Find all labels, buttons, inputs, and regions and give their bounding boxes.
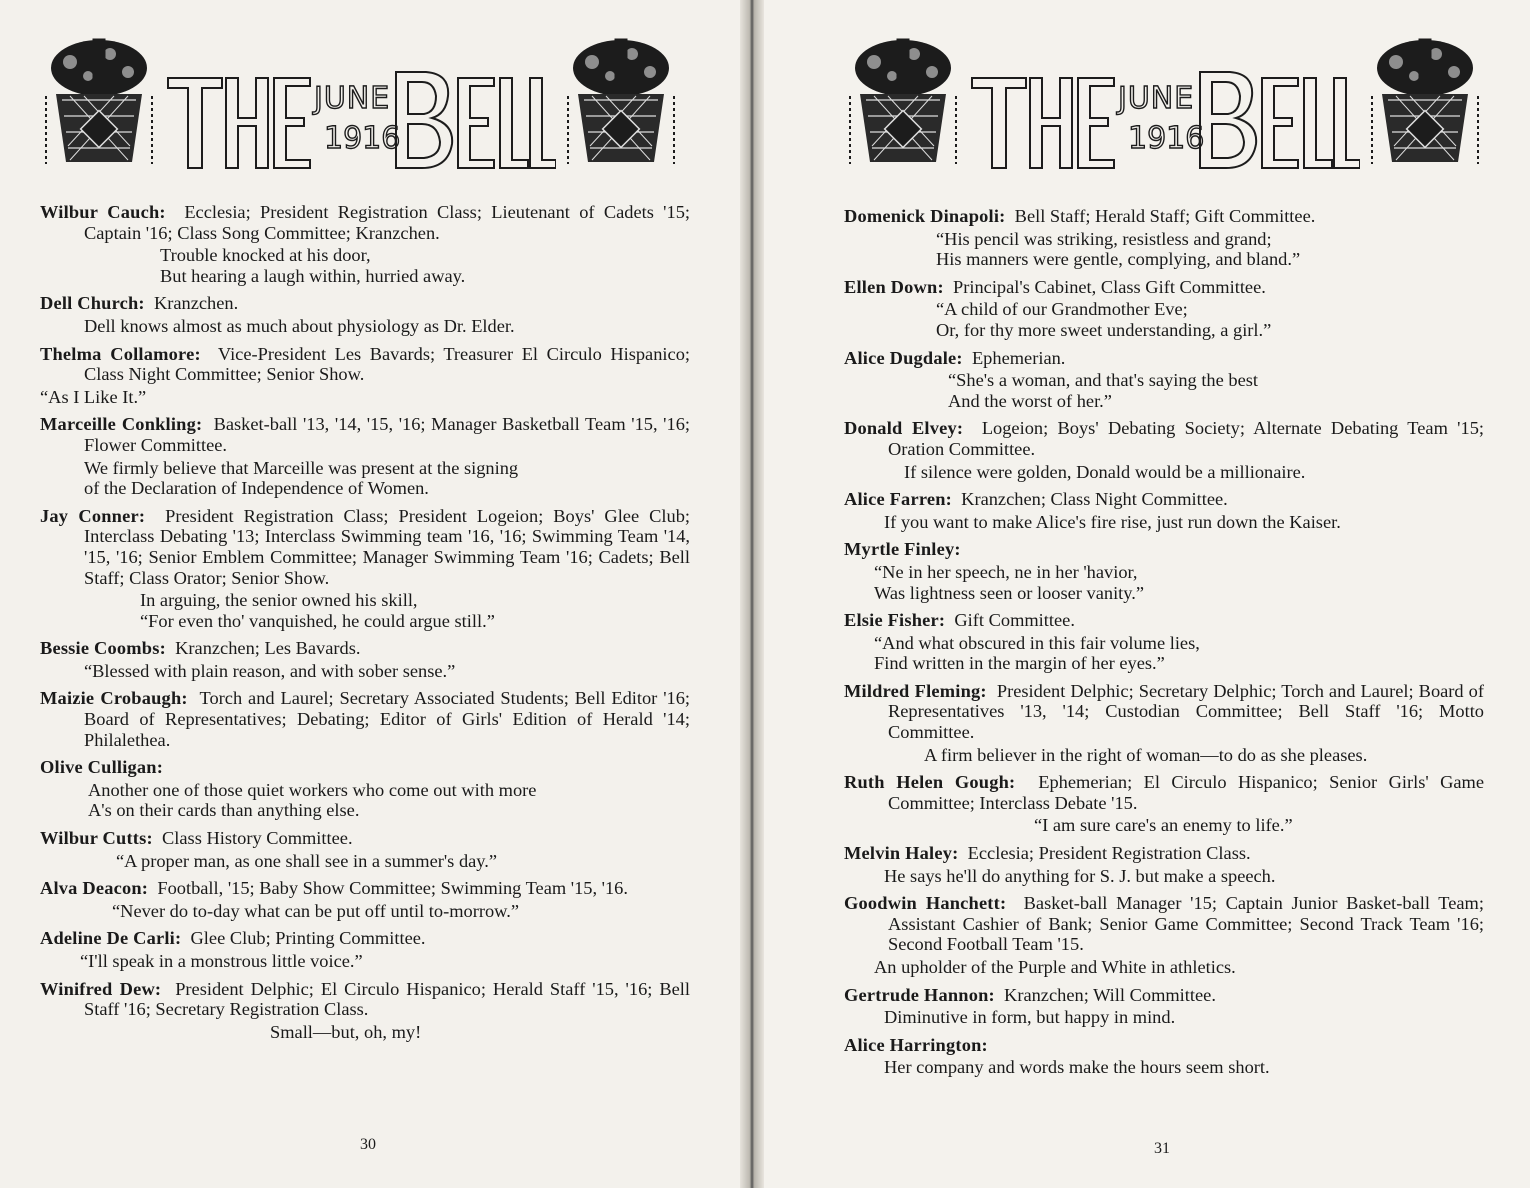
entry-heading <box>844 843 1484 864</box>
activities: Ecclesia; President Registration Class; Lieutenant of Cadets '15; Captain '16; Class Song Committee; Kranzchen. <box>84 202 690 243</box>
entry-heading <box>844 348 1484 369</box>
quote <box>844 745 1484 766</box>
flower-basket-icon <box>562 36 680 168</box>
masthead <box>40 36 680 176</box>
page-number: 31 <box>1154 1140 1170 1157</box>
quote <box>844 370 1484 411</box>
quote-line: “Ne in her speech, ne in her 'havior, <box>874 561 1138 582</box>
activities: Football, '15; Baby Show Committee; Swimming Team '15, '16. <box>157 878 628 899</box>
masthead-title <box>164 64 556 174</box>
entry <box>844 418 1484 482</box>
entry-heading <box>40 202 690 243</box>
entry-heading <box>40 688 690 750</box>
activities: President Registration Class; President Logeion; Boys' Glee Club; Interclass Debating '13; Interclass Swimming team '16, '16; Swimming Team '14, '15, '16; Senior Emblem Committee; Manager Swimming Team '16; Cadets; Bell Staff; Class Orator; Senior Show. <box>84 505 691 588</box>
quote-line: If silence were golden, Donald would be a millionaire. <box>904 461 1306 482</box>
student-name: Ellen Down: <box>844 276 944 297</box>
flower-basket-icon <box>1366 36 1484 168</box>
entry-heading <box>40 638 690 659</box>
student-name: Elsie Fisher: <box>844 610 946 631</box>
entry <box>40 878 690 921</box>
student-name: Jay Conner: <box>40 505 146 526</box>
entry-heading <box>844 610 1484 631</box>
entry-heading <box>844 1035 1484 1056</box>
quote-line: of the Declaration of Independence of Women. <box>84 478 429 499</box>
quote <box>40 780 690 821</box>
quote-line: “For even tho' vanquished, he could argue still.” <box>140 610 495 631</box>
entry <box>844 348 1484 412</box>
entry <box>844 1035 1484 1078</box>
student-name: Gertrude Hannon: <box>844 984 995 1005</box>
activities: Kranzchen; Will Committee. <box>1004 984 1216 1005</box>
quote-line: “She's a woman, and that's saying the best <box>948 370 1259 391</box>
student-name: Bessie Coombs: <box>40 638 166 659</box>
activities: Bell Staff; Herald Staff; Gift Committee. <box>1014 206 1316 226</box>
quote <box>844 299 1484 340</box>
entry-heading <box>40 344 690 385</box>
student-name: Wilbur Cutts: <box>40 828 153 849</box>
quote <box>844 815 1484 836</box>
entry <box>40 979 690 1043</box>
quote-line: “I am sure care's an enemy to life.” <box>1034 815 1293 836</box>
activities: Ephemerian; El Circulo Hispanico; Senior Girls' Game Committee; Interclass Debate '15. <box>888 772 1485 813</box>
student-name: Olive Culligan: <box>40 757 164 778</box>
quote-line: His manners were gentle, complying, and bland.” <box>936 249 1301 270</box>
right-page-entries <box>844 206 1484 1085</box>
entry <box>844 985 1484 1028</box>
student-name: Wilbur Cauch: <box>40 202 166 222</box>
entry-heading <box>40 506 690 588</box>
activities: Basket-ball Manager '15; Captain Junior Basket-ball Team; Assistant Cashier of Bank; Senior Game Committee; Second Track Team '16; Second Football Team '15. <box>888 893 1484 955</box>
activities: Kranzchen; Class Night Committee. <box>961 489 1228 510</box>
quote <box>844 633 1484 674</box>
quote <box>844 1057 1484 1078</box>
entry <box>844 772 1484 836</box>
entry <box>40 506 690 632</box>
masthead-month: JUNE <box>1118 81 1195 116</box>
student-name: Ruth Helen Gough: <box>844 772 1016 793</box>
student-name: Mildred Fleming: <box>844 680 987 701</box>
student-name: Melvin Haley: <box>844 843 959 864</box>
entry <box>844 681 1484 765</box>
entry-heading <box>844 489 1484 510</box>
quote-line: A firm believer in the right of woman—to do as she pleases. <box>924 744 1368 765</box>
activities: Logeion; Boys' Debating Society; Alternate Debating Team '15; Oration Committee. <box>888 418 1484 459</box>
quote <box>40 458 690 499</box>
quote-line: An upholder of the Purple and White in athletics. <box>874 957 1236 977</box>
quote <box>844 462 1484 483</box>
entry-heading <box>40 928 690 949</box>
entry-heading <box>844 418 1484 459</box>
quote <box>40 661 690 682</box>
entry-heading <box>40 828 690 849</box>
right-page <box>756 0 1530 1188</box>
entry-heading <box>40 878 690 899</box>
entry-heading <box>844 893 1484 955</box>
entry <box>40 928 690 971</box>
quote <box>40 901 690 922</box>
entry <box>40 414 690 498</box>
quote-line: In arguing, the senior owned his skill, <box>140 590 418 611</box>
quote-line: “Blessed with plain reason, and with sober sense.” <box>84 660 456 681</box>
quote-line: Small—but, oh, my! <box>270 1021 422 1042</box>
student-name: Dell Church: <box>40 293 145 314</box>
student-name: Myrtle Finley: <box>844 539 961 560</box>
masthead-month: JUNE <box>314 81 391 116</box>
entry <box>40 757 690 821</box>
quote-line: “Never do to-day what can be put off until to-morrow.” <box>112 900 520 921</box>
quote <box>844 562 1484 603</box>
quote-line: Was lightness seen or looser vanity.” <box>874 582 1145 603</box>
activities: Ecclesia; President Registration Class. <box>967 843 1251 864</box>
activities: Class History Committee. <box>162 828 353 849</box>
entry <box>40 344 690 408</box>
entry-heading <box>844 206 1484 227</box>
quote-line: Or, for thy more sweet understanding, a girl.” <box>936 319 1272 340</box>
student-name: Winifred Dew: <box>40 978 162 999</box>
quote <box>844 1007 1484 1028</box>
masthead <box>844 36 1484 176</box>
entry-heading <box>40 293 690 314</box>
quote-line: Dell knows almost as much about physiology as Dr. Elder. <box>84 315 515 336</box>
quote <box>40 590 690 631</box>
activities: Ephemerian. <box>971 347 1066 368</box>
entry-heading <box>844 772 1484 813</box>
book-gutter <box>740 0 764 1188</box>
entry-heading <box>40 979 690 1020</box>
quote-line: Her company and words make the hours seem short. <box>884 1057 1270 1078</box>
quote-line: Find written in the margin of her eyes.” <box>874 653 1165 674</box>
quote <box>40 951 690 972</box>
quote <box>40 851 690 872</box>
student-name: Maizie Crobaugh: <box>40 688 188 709</box>
quote-line: Diminutive in form, but happy in mind. <box>884 1007 1176 1028</box>
quote <box>40 1022 690 1043</box>
quote-line: “A child of our Grandmother Eve; <box>936 299 1188 320</box>
activities: President Delphic; Secretary Delphic; Torch and Laurel; Board of Representatives '13, '14; Custodian Committee; Bell Staff '16; Motto Committee. <box>888 680 1484 743</box>
student-name: Marceille Conkling: <box>40 414 203 435</box>
entry-heading <box>844 985 1484 1006</box>
masthead-title <box>968 64 1360 174</box>
flower-basket-icon <box>844 36 962 168</box>
activities: President Delphic; El Circulo Hispanico; Herald Staff '15, '16; Bell Staff '16; Secretary Registration Class. <box>84 978 690 1020</box>
entry <box>40 638 690 681</box>
quote-line: A's on their cards than anything else. <box>88 800 360 821</box>
entry <box>844 489 1484 532</box>
entry <box>844 539 1484 603</box>
quote-line: “A proper man, as one shall see in a summer's day.” <box>116 850 498 871</box>
activities: Vice-President Les Bavards; Treasurer El Circulo Hispanico; Class Night Committee; Senior Show. <box>84 343 690 385</box>
entry-heading <box>844 277 1484 298</box>
student-name: Goodwin Hanchett: <box>844 893 1007 914</box>
entry <box>844 277 1484 341</box>
student-name: Donald Elvey: <box>844 418 964 439</box>
quote <box>844 229 1484 270</box>
page-number: 30 <box>360 1136 376 1153</box>
quote-line: He says he'll do anything for S. J. but make a speech. <box>884 865 1276 886</box>
quote-line: But hearing a laugh within, hurried away. <box>160 265 466 286</box>
quote-line: Another one of those quiet workers who come out with more <box>88 779 537 800</box>
student-name: Domenick Dinapoli: <box>844 206 1006 226</box>
quote-line: “I'll speak in a monstrous little voice.” <box>80 951 363 971</box>
student-name: Alice Dugdale: <box>844 347 963 368</box>
activities: Principal's Cabinet, Class Gift Committee. <box>953 276 1266 297</box>
entry-heading <box>40 757 690 778</box>
quote-line: We firmly believe that Marceille was present at the signing <box>84 457 519 478</box>
activities: Gift Committee. <box>954 610 1075 631</box>
entry <box>40 828 690 871</box>
entry <box>40 202 690 286</box>
entry <box>844 843 1484 886</box>
entry-heading <box>40 414 690 455</box>
quote-line: If you want to make Alice's fire rise, just run down the Kaiser. <box>884 511 1341 532</box>
quote-line: “As I Like It.” <box>40 386 147 407</box>
entry <box>844 610 1484 674</box>
student-name: Alva Deacon: <box>40 878 149 899</box>
quote-line: Trouble knocked at his door, <box>160 245 371 266</box>
masthead-year: 1916 <box>1128 121 1205 156</box>
entry <box>844 206 1484 270</box>
activities: Kranzchen; Les Bavards. <box>175 638 361 659</box>
student-name: Alice Harrington: <box>844 1034 988 1055</box>
quote-line: “And what obscured in this fair volume lies, <box>874 632 1200 653</box>
activities: Kranzchen. <box>153 293 239 314</box>
quote-line: And the worst of her.” <box>948 390 1112 411</box>
quote <box>40 316 690 337</box>
flower-basket-icon <box>40 36 158 168</box>
left-page-entries <box>40 202 690 1049</box>
left-page <box>0 0 752 1188</box>
masthead-year: 1916 <box>324 121 401 156</box>
student-name: Adeline De Carli: <box>40 928 182 949</box>
quote-line: “His pencil was striking, resistless and grand; <box>936 228 1272 249</box>
student-name: Thelma Collamore: <box>40 343 201 364</box>
activities: Torch and Laurel; Secretary Associated Students; Bell Editor '16; Board of Representatives; Debating; Editor of Girls' Edition of Herald '14; Philalethea. <box>84 688 691 750</box>
activities: Basket-ball '13, '14, '15, '16; Manager Basketball Team '15, '16; Flower Committee. <box>84 414 691 455</box>
activities: Glee Club; Printing Committee. <box>190 928 426 949</box>
entry-heading <box>844 539 1484 560</box>
student-name: Alice Farren: <box>844 489 952 510</box>
quote <box>844 512 1484 533</box>
entry <box>40 293 690 336</box>
quote <box>40 387 690 408</box>
entry-heading <box>844 681 1484 743</box>
quote <box>40 245 690 286</box>
quote <box>844 957 1484 978</box>
entry <box>844 893 1484 977</box>
entry <box>40 688 690 750</box>
quote <box>844 866 1484 887</box>
